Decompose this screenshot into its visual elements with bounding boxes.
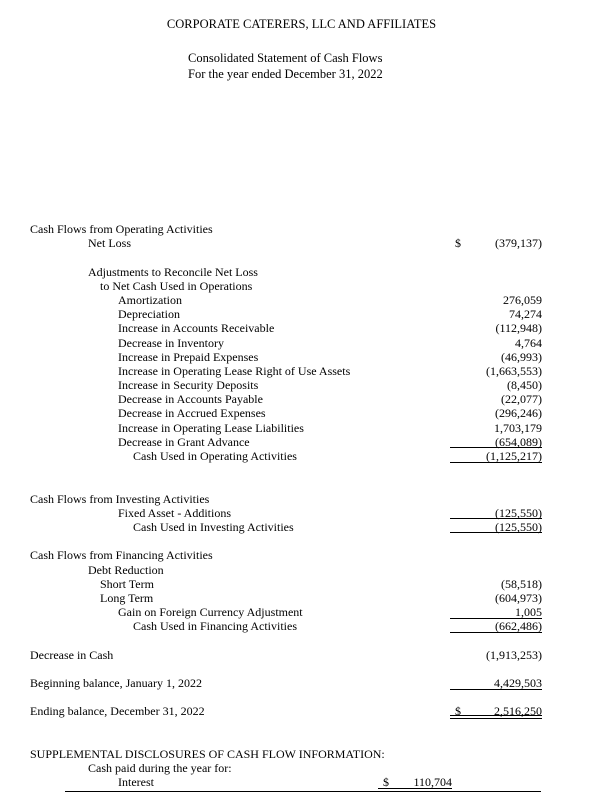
row-label: Beginning balance, January 1, 2022: [30, 676, 202, 691]
statement-row: [0, 236, 603, 250]
row-label: Cash Flows from Financing Activities: [30, 548, 213, 563]
spacer-row: [0, 633, 603, 647]
row-amount: 4,764: [515, 335, 542, 350]
statement-row: [0, 265, 603, 279]
statement-row: [0, 775, 603, 789]
section-header-row: [0, 222, 603, 236]
page-bottom-rule: [65, 791, 541, 792]
section-header-row: [0, 492, 603, 506]
total-row: [0, 449, 603, 463]
row-label: Short Term: [100, 576, 154, 591]
row-amount: (662,486): [450, 619, 542, 633]
row-label: Decrease in Grant Advance: [118, 434, 250, 449]
statement-row: [0, 279, 603, 293]
row-amount: (1,913,253): [486, 647, 542, 662]
row-label: to Net Cash Used in Operations: [100, 278, 253, 293]
row-label: Increase in Security Deposits: [118, 378, 259, 393]
row-amount: 1,005: [450, 605, 542, 619]
statement-rows: [0, 222, 603, 790]
statement-row: [0, 563, 603, 577]
row-amount: (379,137): [495, 236, 542, 251]
row-label: Depreciation: [118, 307, 180, 322]
row-label: Net Loss: [88, 236, 131, 251]
row-label: Ending balance, December 31, 2022: [30, 704, 205, 719]
row-amount: (125,550): [450, 506, 542, 520]
statement-title: Consolidated Statement of Cash Flows: [188, 51, 383, 65]
row-label: Cash paid during the year for:: [88, 761, 232, 776]
statement-row: [0, 648, 603, 662]
statement-row: [0, 676, 603, 690]
statement-row: [0, 591, 603, 605]
row-label: Increase in Accounts Receivable: [118, 321, 275, 336]
statement-row: [0, 406, 603, 420]
statement-row: [0, 321, 603, 335]
spacer-row: [0, 250, 603, 264]
spacer-row: [0, 662, 603, 676]
row-label: SUPPLEMENTAL DISCLOSURES OF CASH FLOW INFORMATION:: [30, 746, 385, 761]
row-label: Cash Used in Operating Activities: [133, 449, 297, 463]
row-label: Decrease in Cash: [30, 647, 114, 662]
row-label: Decrease in Accrued Expenses: [118, 406, 266, 421]
statement-row: [0, 378, 603, 392]
statement-period: For the year ended December 31, 2022: [188, 67, 383, 81]
row-amount: (296,246): [495, 406, 542, 421]
statement-row: [0, 435, 603, 449]
total-row: [0, 619, 603, 633]
statement-row: [0, 350, 603, 364]
total-row: [0, 520, 603, 534]
spacer-row: [0, 690, 603, 704]
spacer-row: [0, 534, 603, 548]
statement-row: [0, 364, 603, 378]
row-label: Cash Flows from Operating Activities: [30, 222, 213, 236]
row-label: Interest: [118, 775, 154, 790]
row-amount: 4,429,503: [450, 676, 542, 690]
row-amount: 1,703,179: [494, 420, 542, 435]
dollar-sign: $: [455, 704, 461, 719]
row-amount: (125,550): [450, 520, 542, 534]
company-title: CORPORATE CATERERS, LLC AND AFFILIATES: [166, 17, 437, 31]
row-amount: (8,450): [507, 378, 542, 393]
row-label: Cash Used in Financing Activities: [133, 619, 297, 634]
dollar-sign: $: [383, 775, 389, 790]
row-label: Long Term: [100, 590, 154, 605]
row-label: Increase in Prepaid Expenses: [118, 349, 259, 364]
total-row: [0, 704, 603, 718]
row-amount: 276,059: [503, 292, 542, 307]
row-label: Decrease in Inventory: [118, 335, 224, 350]
row-label: Gain on Foreign Currency Adjustment: [118, 605, 303, 620]
statement-row: [0, 392, 603, 406]
statement-row: [0, 577, 603, 591]
row-label: Cash Flows from Investing Activities: [30, 491, 210, 506]
statement-row: [0, 336, 603, 350]
row-amount: 110,704: [378, 775, 452, 789]
statement-row: [0, 421, 603, 435]
dollar-sign: $: [455, 236, 461, 251]
row-amount: (654,089): [450, 435, 542, 449]
spacer-row: [0, 719, 603, 747]
spacer-row: [0, 463, 603, 491]
row-amount: (1,125,217): [450, 449, 542, 463]
row-amount: 74,274: [509, 307, 542, 322]
row-amount: 2,516,250: [450, 704, 542, 719]
row-label: Debt Reduction: [88, 562, 164, 577]
section-header-row: [0, 747, 603, 761]
row-amount: (46,993): [501, 349, 542, 364]
row-label: Fixed Asset - Additions: [118, 505, 232, 520]
row-label: Cash Used in Investing Activities: [133, 519, 294, 534]
row-amount: (604,973): [495, 590, 542, 605]
statement-row: [0, 605, 603, 619]
row-amount: (1,663,553): [486, 363, 542, 378]
statement-row: [0, 761, 603, 775]
row-label: Decrease in Accounts Payable: [118, 392, 263, 407]
row-amount: (22,077): [501, 392, 542, 407]
section-header-row: [0, 548, 603, 562]
row-amount: (112,948): [495, 321, 542, 336]
row-label: Increase in Operating Lease Liabilities: [118, 420, 304, 435]
row-amount: (58,518): [501, 576, 542, 591]
row-label: Amortization: [118, 292, 182, 307]
row-label: Adjustments to Reconcile Net Loss: [88, 264, 258, 279]
row-label: Increase in Operating Lease Right of Use Assets: [118, 363, 351, 378]
statement-row: [0, 506, 603, 520]
statement-row: [0, 307, 603, 321]
statement-row: [0, 293, 603, 307]
